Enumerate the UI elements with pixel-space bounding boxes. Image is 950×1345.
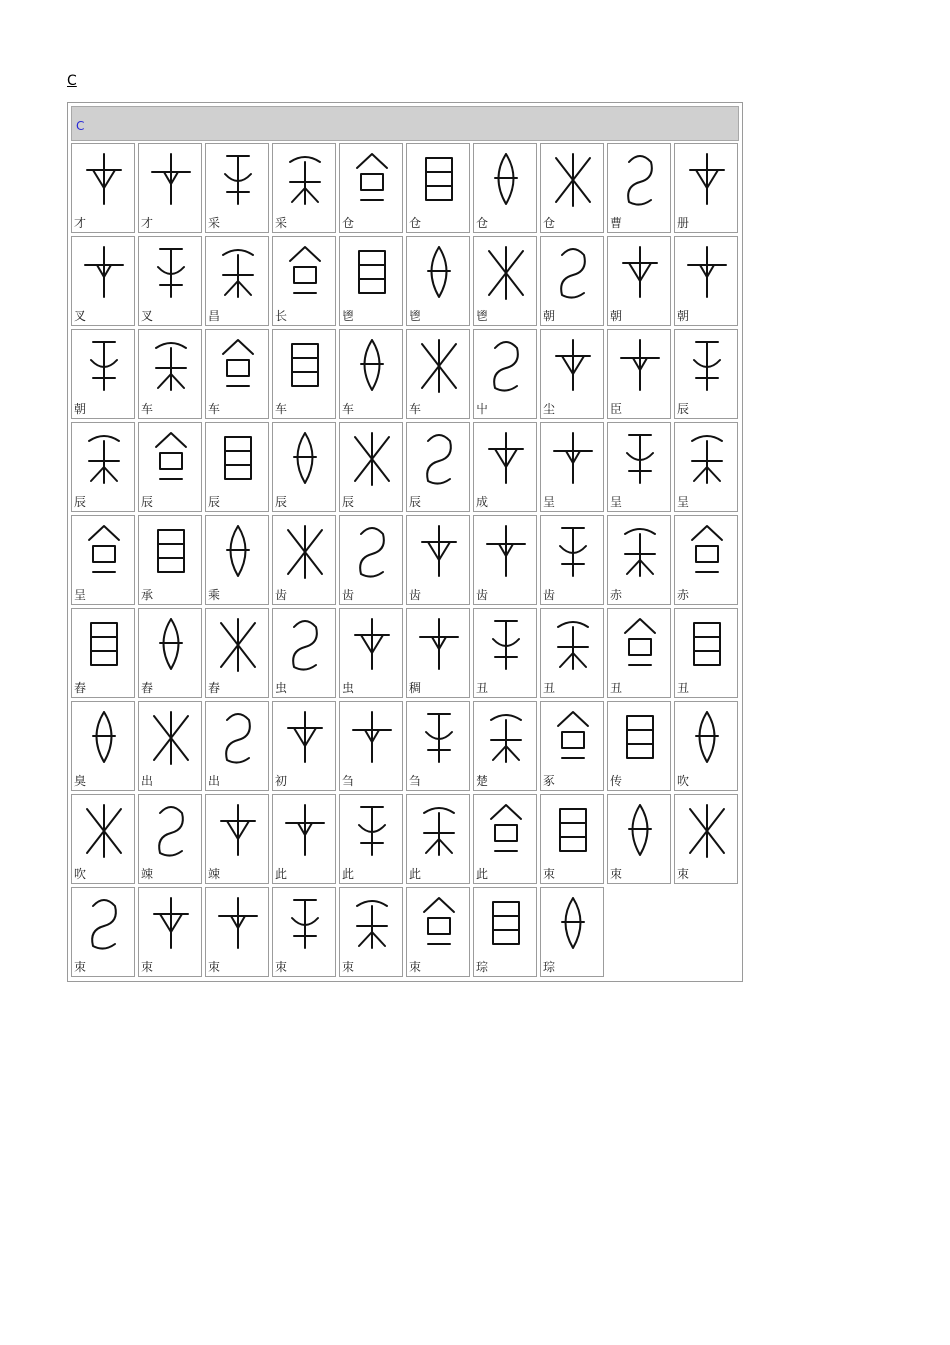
character-cell[interactable]: [205, 701, 269, 791]
cheng-7-icon: [213, 520, 263, 582]
chang-4-icon: [414, 241, 464, 303]
character-label: 丑: [677, 681, 690, 695]
cheng-6-icon: [146, 520, 196, 582]
character-cell[interactable]: [607, 701, 671, 791]
character-cell[interactable]: [607, 422, 671, 512]
character-cell[interactable]: [138, 236, 202, 326]
character-cell[interactable]: [473, 422, 537, 512]
chu-6-icon: [481, 706, 531, 768]
character-label: 仓: [543, 216, 556, 230]
character-cell[interactable]: [138, 701, 202, 791]
chou-1-icon: [414, 613, 464, 675]
character-cell[interactable]: [205, 143, 269, 233]
chu-1-icon: [146, 706, 196, 768]
character-cell[interactable]: [473, 701, 537, 791]
character-label: 丑: [610, 681, 623, 695]
character-label: 刍: [342, 774, 355, 788]
chong-5-icon: [347, 613, 397, 675]
character-label: 呈: [543, 495, 556, 509]
chen-5-icon: [146, 427, 196, 489]
character-cell[interactable]: [607, 143, 671, 233]
ci-10-icon: [79, 892, 129, 954]
character-cell[interactable]: [540, 794, 604, 884]
character-label: 成: [476, 495, 489, 509]
character-cell[interactable]: [607, 329, 671, 419]
chong-1-icon: [79, 613, 129, 675]
chuan-icon: [615, 706, 665, 768]
character-cell[interactable]: [138, 887, 202, 977]
character-label: 此: [409, 867, 422, 881]
character-label: 朝: [74, 402, 87, 416]
cheng-2-icon: [548, 427, 598, 489]
ci-6-icon: [481, 799, 531, 861]
character-label: 辰: [208, 495, 221, 509]
character-label: 赤: [677, 588, 690, 602]
chao-2-icon: [615, 241, 665, 303]
character-label: 朿: [74, 960, 87, 974]
character-label: 此: [275, 867, 288, 881]
cai-3-icon: [213, 148, 263, 210]
character-cell[interactable]: [71, 515, 135, 605]
cha-1-icon: [79, 241, 129, 303]
character-cell[interactable]: [674, 236, 738, 326]
ci-12-icon: [213, 892, 263, 954]
character-label: 舂: [74, 681, 87, 695]
cang-2-icon: [414, 148, 464, 210]
character-cell[interactable]: [674, 794, 738, 884]
character-cell[interactable]: [71, 422, 135, 512]
character-label: 琮: [543, 960, 556, 974]
character-cell[interactable]: [138, 794, 202, 884]
character-label: 仓: [476, 216, 489, 230]
table-header: [71, 106, 739, 141]
character-cell[interactable]: [138, 329, 202, 419]
chi-6-icon: [615, 520, 665, 582]
character-label: 丑: [476, 681, 489, 695]
character-cell[interactable]: [406, 329, 470, 419]
chou-3-icon: [548, 613, 598, 675]
character-label: 承: [141, 588, 154, 602]
chen-2-icon: [615, 334, 665, 396]
oracle-character-table: [67, 102, 743, 982]
character-label: 才: [141, 216, 154, 230]
chou-5-icon: [682, 613, 732, 675]
chao-3-icon: [682, 241, 732, 303]
character-label: 呈: [677, 495, 690, 509]
chui-1-icon: [682, 706, 732, 768]
character-label: 齿: [543, 588, 556, 602]
character-label: 楚: [476, 774, 489, 788]
character-cell[interactable]: [674, 329, 738, 419]
character-label: 车: [275, 402, 288, 416]
character-label: 豖: [543, 774, 556, 788]
character-label: 虫: [342, 681, 355, 695]
character-label: 臭: [74, 774, 87, 788]
character-cell[interactable]: [607, 608, 671, 698]
character-label: 此: [342, 867, 355, 881]
character-cell[interactable]: [71, 236, 135, 326]
chang-1-icon: [213, 241, 263, 303]
character-cell[interactable]: [272, 608, 336, 698]
character-cell[interactable]: [607, 794, 671, 884]
che-3-icon: [280, 334, 330, 396]
cheng-5-icon: [79, 520, 129, 582]
ci-9-icon: [682, 799, 732, 861]
character-label: 琮: [476, 960, 489, 974]
character-label: 初: [275, 774, 288, 788]
character-cell[interactable]: [674, 608, 738, 698]
character-label: 齿: [275, 588, 288, 602]
character-label: 仓: [342, 216, 355, 230]
cong-1-icon: [481, 892, 531, 954]
character-label: 叉: [141, 309, 154, 323]
character-cell[interactable]: [205, 422, 269, 512]
table-header-label[interactable]: C: [76, 119, 85, 133]
character-label: 朿: [543, 867, 556, 881]
character-label: 传: [610, 774, 623, 788]
ci-2-icon: [213, 799, 263, 861]
cai-4-icon: [280, 148, 330, 210]
character-cell[interactable]: [339, 143, 403, 233]
character-cell[interactable]: [272, 794, 336, 884]
ci-7-icon: [548, 799, 598, 861]
character-cell[interactable]: [674, 701, 738, 791]
character-cell[interactable]: [540, 143, 604, 233]
chi-5-icon: [548, 520, 598, 582]
che-1-icon: [146, 334, 196, 396]
che-5-icon: [414, 334, 464, 396]
character-label: 朿: [208, 960, 221, 974]
character-cell[interactable]: [339, 887, 403, 977]
character-cell[interactable]: [607, 236, 671, 326]
character-label: 朿: [342, 960, 355, 974]
character-label: 曹: [610, 216, 623, 230]
cang-3-icon: [481, 148, 531, 210]
character-label: 辰: [677, 402, 690, 416]
character-label: 乘: [208, 588, 221, 602]
cheng-4-icon: [682, 427, 732, 489]
chen-3-icon: [682, 334, 732, 396]
page-letter-heading[interactable]: C: [67, 73, 77, 89]
chi-4-icon: [481, 520, 531, 582]
character-cell[interactable]: [205, 236, 269, 326]
character-cell[interactable]: [272, 887, 336, 977]
character-label: 吹: [74, 867, 87, 881]
character-label: 刍: [409, 774, 422, 788]
cong-2-icon: [548, 892, 598, 954]
character-label: 车: [409, 402, 422, 416]
character-label: 呈: [610, 495, 623, 509]
chao-1-icon: [548, 241, 598, 303]
ci-15-icon: [414, 892, 464, 954]
character-label: 长: [275, 309, 288, 323]
character-cell[interactable]: [205, 515, 269, 605]
character-cell[interactable]: [406, 794, 470, 884]
chen-4-icon: [79, 427, 129, 489]
chang-3-icon: [347, 241, 397, 303]
character-cell[interactable]: [674, 422, 738, 512]
character-cell[interactable]: [473, 608, 537, 698]
character-cell[interactable]: [272, 701, 336, 791]
character-cell[interactable]: [138, 422, 202, 512]
character-label: 尘: [543, 402, 556, 416]
cang-1-icon: [347, 148, 397, 210]
character-cell[interactable]: [406, 515, 470, 605]
chou-4-icon: [615, 613, 665, 675]
character-cell[interactable]: [406, 701, 470, 791]
ci-1-icon: [146, 799, 196, 861]
character-cell[interactable]: [339, 329, 403, 419]
character-label: 册: [677, 216, 690, 230]
character-label: 朿: [610, 867, 623, 881]
character-label: 叉: [74, 309, 87, 323]
character-cell[interactable]: [272, 329, 336, 419]
character-cell[interactable]: [272, 236, 336, 326]
character-label: 采: [275, 216, 288, 230]
character-label: 此: [476, 867, 489, 881]
chang-2-icon: [280, 241, 330, 303]
chao-4-icon: [79, 334, 129, 396]
chu-3-icon: [280, 706, 330, 768]
character-label: 呈: [74, 588, 87, 602]
character-label: 车: [342, 402, 355, 416]
character-label: 朝: [543, 309, 556, 323]
character-label: 舂: [141, 681, 154, 695]
character-cell[interactable]: [339, 515, 403, 605]
character-cell[interactable]: [540, 515, 604, 605]
character-label: 辰: [141, 495, 154, 509]
character-cell[interactable]: [339, 236, 403, 326]
ci-13-icon: [280, 892, 330, 954]
character-label: 辰: [74, 495, 87, 509]
che-2-icon: [213, 334, 263, 396]
character-cell[interactable]: [540, 236, 604, 326]
chi-7-icon: [682, 520, 732, 582]
character-cell[interactable]: [406, 236, 470, 326]
character-label: 出: [208, 774, 221, 788]
character-cell[interactable]: [406, 887, 470, 977]
chen-6-icon: [213, 427, 263, 489]
chi-1-icon: [280, 520, 330, 582]
character-cell[interactable]: [71, 701, 135, 791]
character-label: 竦: [208, 867, 221, 881]
character-cell[interactable]: [138, 143, 202, 233]
character-label: 朿: [275, 960, 288, 974]
chou-2-icon: [481, 613, 531, 675]
character-cell[interactable]: [339, 794, 403, 884]
character-label: 丑: [543, 681, 556, 695]
character-label: 车: [141, 402, 154, 416]
character-cell[interactable]: [473, 887, 537, 977]
character-label: 出: [141, 774, 154, 788]
ce-icon: [682, 148, 732, 210]
character-cell[interactable]: [71, 887, 135, 977]
character-label: 臣: [610, 402, 623, 416]
character-cell[interactable]: [473, 236, 537, 326]
chu-5-icon: [414, 706, 464, 768]
character-cell[interactable]: [540, 701, 604, 791]
character-cell[interactable]: [205, 329, 269, 419]
character-cell[interactable]: [339, 608, 403, 698]
chen-9-icon: [414, 427, 464, 489]
character-cell[interactable]: [71, 794, 135, 884]
chu-2-icon: [213, 706, 263, 768]
character-cell[interactable]: [540, 329, 604, 419]
character-label: 竦: [141, 867, 154, 881]
character-cell[interactable]: [71, 143, 135, 233]
ci-3-icon: [280, 799, 330, 861]
cai-1-icon: [79, 148, 129, 210]
character-cell[interactable]: [406, 422, 470, 512]
chang-5-icon: [481, 241, 531, 303]
character-cell[interactable]: [473, 515, 537, 605]
chong-4-icon: [280, 613, 330, 675]
chen-1-icon: [548, 334, 598, 396]
character-cell[interactable]: [406, 143, 470, 233]
ci-5-icon: [414, 799, 464, 861]
character-cell[interactable]: [607, 515, 671, 605]
character-cell[interactable]: [473, 329, 537, 419]
chi-2-icon: [347, 520, 397, 582]
character-label: 鬯: [342, 309, 355, 323]
character-cell[interactable]: [540, 608, 604, 698]
character-label: 齿: [409, 588, 422, 602]
character-label: 朿: [677, 867, 690, 881]
character-label: 吹: [677, 774, 690, 788]
character-label: 朝: [610, 309, 623, 323]
chi-3-icon: [414, 520, 464, 582]
character-label: 齿: [342, 588, 355, 602]
ci-14-icon: [347, 892, 397, 954]
chong-3-icon: [213, 613, 263, 675]
che-4-icon: [347, 334, 397, 396]
character-label: 才: [74, 216, 87, 230]
character-cell[interactable]: [339, 701, 403, 791]
chu-4-icon: [347, 706, 397, 768]
character-cell[interactable]: [71, 608, 135, 698]
character-label: 采: [208, 216, 221, 230]
character-cell[interactable]: [473, 143, 537, 233]
cha-2-icon: [146, 241, 196, 303]
character-cell[interactable]: [272, 422, 336, 512]
character-label: 昌: [208, 309, 221, 323]
chui-2-icon: [79, 799, 129, 861]
character-label: 朿: [409, 960, 422, 974]
character-cell[interactable]: [205, 794, 269, 884]
character-cell[interactable]: [540, 887, 604, 977]
cheng-1-icon: [481, 427, 531, 489]
character-cell[interactable]: [406, 608, 470, 698]
character-label: 辰: [275, 495, 288, 509]
character-label: 辰: [409, 495, 422, 509]
character-label: 辰: [342, 495, 355, 509]
character-label: 鬯: [409, 309, 422, 323]
character-cell[interactable]: [205, 608, 269, 698]
cao-icon: [615, 148, 665, 210]
character-label: 赤: [610, 588, 623, 602]
cang-4-icon: [548, 148, 598, 210]
character-label: 车: [208, 402, 221, 416]
character-cell[interactable]: [674, 143, 738, 233]
character-label: 仓: [409, 216, 422, 230]
character-label: 虫: [275, 681, 288, 695]
ci-4-icon: [347, 799, 397, 861]
cai-2-icon: [146, 148, 196, 210]
character-label: 稠: [409, 681, 422, 695]
chen-7-icon: [280, 427, 330, 489]
ci-8-icon: [615, 799, 665, 861]
character-cell[interactable]: [272, 515, 336, 605]
character-label: 齿: [476, 588, 489, 602]
character-cell[interactable]: [473, 794, 537, 884]
ci-11-icon: [146, 892, 196, 954]
character-cell[interactable]: [138, 608, 202, 698]
character-cell[interactable]: [339, 422, 403, 512]
cheng-3-icon: [615, 427, 665, 489]
character-cell[interactable]: [71, 329, 135, 419]
character-cell[interactable]: [205, 887, 269, 977]
chen-8-icon: [347, 427, 397, 489]
character-label: 鬯: [476, 309, 489, 323]
character-label: 舂: [208, 681, 221, 695]
character-cell[interactable]: [138, 515, 202, 605]
character-label: 屮: [476, 402, 489, 416]
character-label: 朝: [677, 309, 690, 323]
character-cell[interactable]: [674, 515, 738, 605]
character-cell[interactable]: [540, 422, 604, 512]
character-cell[interactable]: [272, 143, 336, 233]
chou-6-icon: [79, 706, 129, 768]
chu-7-icon: [548, 706, 598, 768]
chong-2-icon: [146, 613, 196, 675]
character-label: 朿: [141, 960, 154, 974]
che-6-icon: [481, 334, 531, 396]
